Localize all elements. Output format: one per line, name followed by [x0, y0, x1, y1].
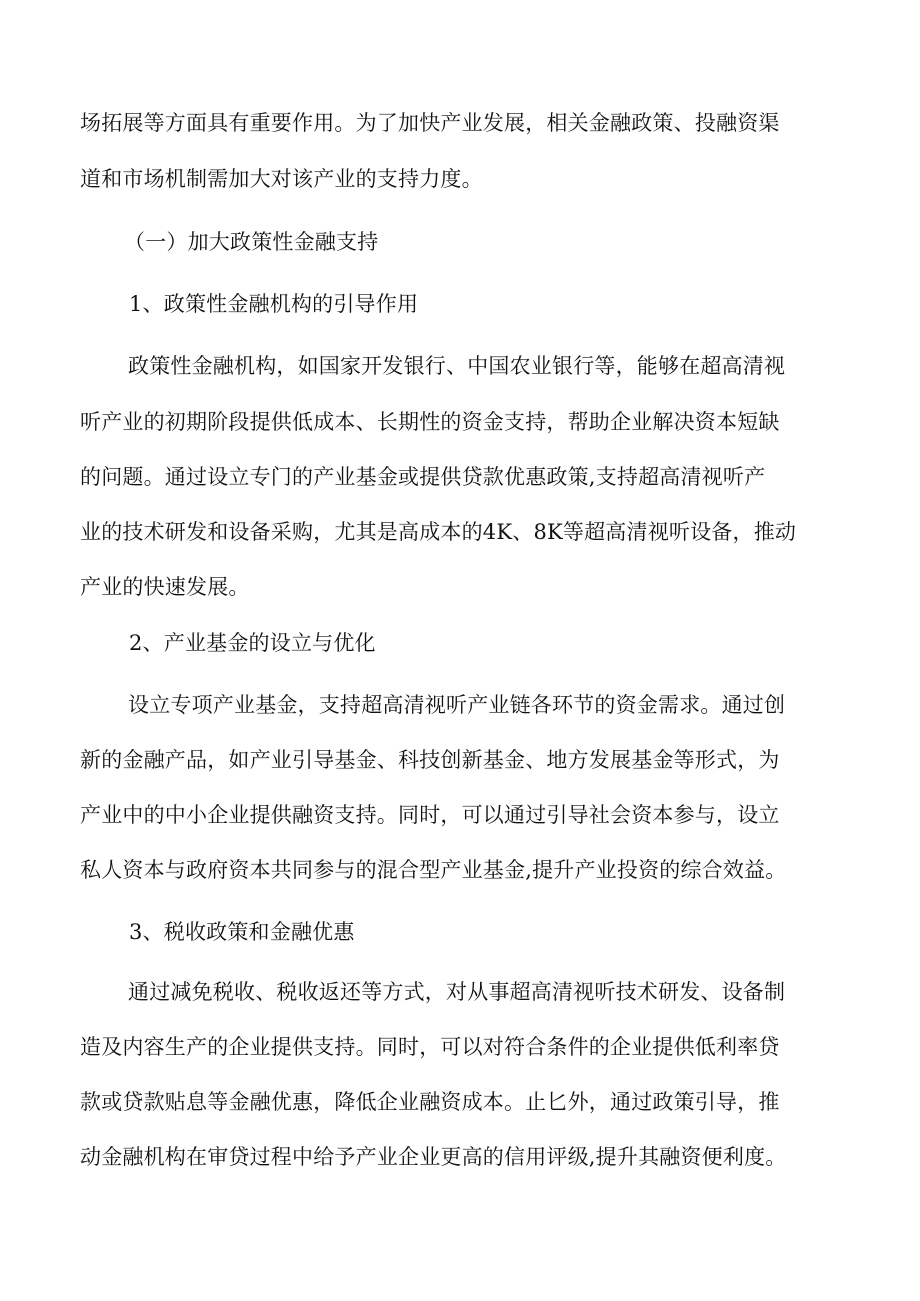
subsection-1-paragraph-line: 产业的快速发展。: [80, 575, 250, 599]
subsection-2-paragraph-line: 新的金融产品，如产业引导基金、科技创新基金、地方发展基金等形式，为: [80, 748, 780, 772]
subsection-3-paragraph-line: 通过减免税收、税收返还等方式，对从事超高清视听技术研发、设备制: [128, 980, 786, 1004]
subsection-3-paragraph-line: 动金融机构在审贷过程中给予产业企业更高的信用评级,提升其融资便利度。: [80, 1145, 787, 1169]
intro-line-1: 场拓展等方面具有重要作用。为了加快产业发展，相关金融政策、投融资渠: [80, 111, 780, 135]
subsection-1-heading: 1、政策性金融机构的引导作用: [129, 292, 419, 316]
subsection-1-paragraph-line: 政策性金融机构，如国家开发银行、中国农业银行等，能够在超高清视: [128, 354, 786, 378]
subsection-2-paragraph-line: 产业中的中小企业提供融资支持。同时，可以通过引导社会资本参与，设立: [80, 803, 780, 827]
subsection-2-paragraph-line: 私人资本与政府资本共同参与的混合型产业基金,提升产业投资的综合效益。: [80, 858, 787, 882]
intro-line-2: 道和市场机制需加大对该产业的支持力度。: [80, 167, 483, 191]
section-heading: （一）加大政策性金融支持: [124, 230, 379, 254]
subsection-1-paragraph-line: 的问题。通过设立专门的产业基金或提供贷款优惠政策,支持超高清视听产: [80, 465, 766, 489]
subsection-1-paragraph-line: 业的技术研发和设备采购，尤其是高成本的4K、8K等超高清视听设备，推动: [80, 520, 797, 544]
subsection-3-heading: 3、税收政策和金融优惠: [129, 920, 355, 944]
subsection-1-paragraph-line: 听产业的初期阶段提供低成本、长期性的资金支持，帮助企业解决资本短缺: [80, 410, 780, 434]
subsection-3-paragraph-line: 造及内容生产的企业提供支持。同时，可以对符合条件的企业提供低利率贷: [80, 1035, 780, 1059]
subsection-2-heading: 2、产业基金的设立与优化: [129, 631, 376, 655]
subsection-3-paragraph-line: 款或贷款贴息等金融优惠，降低企业融资成本。止匕外，通过政策引导，推: [80, 1090, 780, 1114]
subsection-2-paragraph-line: 设立专项产业基金，支持超高清视听产业链各环节的资金需求。通过创: [128, 693, 786, 717]
